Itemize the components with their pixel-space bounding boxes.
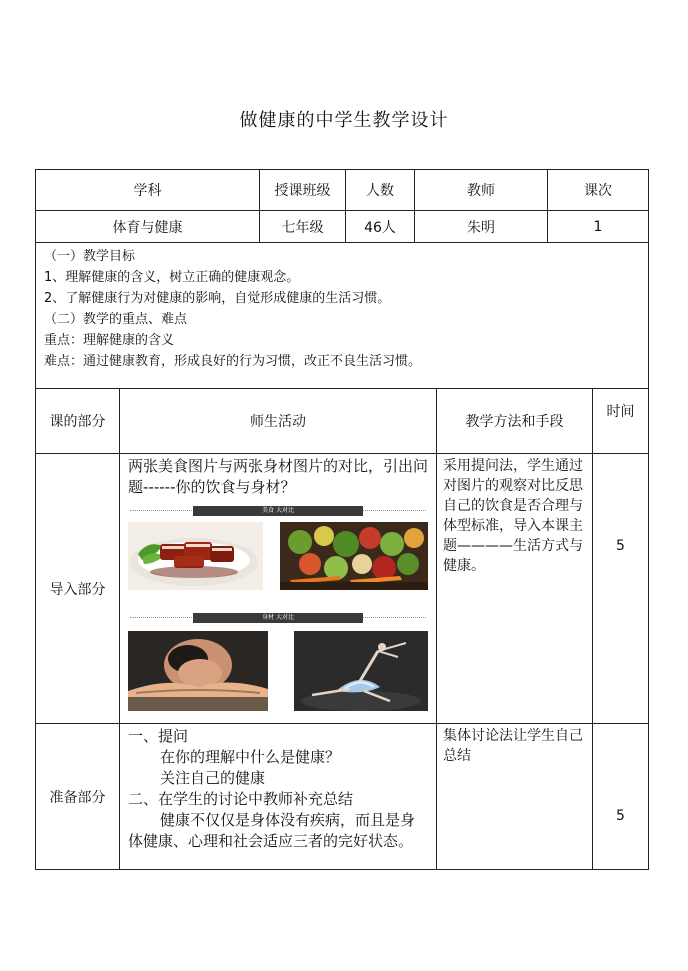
value-teacher: 朱明 bbox=[415, 211, 548, 243]
header-subject: 学科 bbox=[36, 170, 260, 211]
food-banner: 美食 大对比 bbox=[193, 506, 363, 516]
header-part: 课的部分 bbox=[36, 389, 120, 454]
prep-activity bbox=[120, 724, 437, 870]
intro-activity-text: 两张美食图片与两张身材图片的对比，引出问题------你的饮食与身材？ bbox=[128, 457, 429, 496]
prep-line: 在你的理解中什么是健康？ bbox=[160, 748, 341, 766]
goals-heading: （一）教学目标 bbox=[44, 249, 136, 264]
key-points-heading: （二）教学的重点、难点 bbox=[44, 312, 188, 327]
value-count: 46人 bbox=[346, 211, 415, 243]
header-activity: 师生活动 bbox=[120, 389, 437, 454]
info-table bbox=[35, 169, 649, 389]
page-title: 做健康的中学生教学设计 bbox=[239, 110, 449, 131]
intro-method: 采用提问法，学生通过对图片的观察对比反思自己的饮食是否合理与体型标准，导入本课主题————生活方式与健康。 bbox=[437, 454, 593, 724]
body-banner: 身材 大对比 bbox=[193, 613, 363, 623]
goal-item: 2、了解健康行为对健康的影响，自觉形成健康的生活习惯。 bbox=[44, 291, 391, 306]
prep-time: 5 bbox=[593, 724, 649, 870]
sleeping-man-image bbox=[128, 631, 268, 711]
teaching-goals bbox=[36, 243, 649, 389]
lesson-plan-table bbox=[35, 388, 649, 870]
intro-activity bbox=[120, 454, 437, 724]
prep-line: 一、提问 bbox=[128, 727, 189, 745]
value-class: 七年级 bbox=[260, 211, 346, 243]
braised-pork-image bbox=[128, 522, 263, 590]
intro-time: 5 bbox=[593, 454, 649, 724]
value-session: 1 bbox=[548, 211, 649, 243]
part-intro: 导入部分 bbox=[36, 454, 120, 724]
key-point: 重点：理解健康的含义 bbox=[44, 333, 175, 348]
header-class: 授课班级 bbox=[260, 170, 346, 211]
part-prep: 准备部分 bbox=[36, 724, 120, 870]
value-subject: 体育与健康 bbox=[36, 211, 260, 243]
header-count: 人数 bbox=[346, 170, 415, 211]
header-time: 时间 bbox=[593, 389, 649, 454]
ballerina-image bbox=[294, 631, 428, 711]
header-session: 课次 bbox=[548, 170, 649, 211]
prep-line: 二、在学生的讨论中教师补充总结 bbox=[128, 790, 354, 808]
header-teacher: 教师 bbox=[415, 170, 548, 211]
header-method: 教学方法和手段 bbox=[437, 389, 593, 454]
prep-method: 集体讨论法让学生自己总结 bbox=[437, 724, 593, 870]
prep-line: 健康不仅仅是身体没有疾病，而且是身体健康、心理和社会适应三者的完好状态。 bbox=[128, 811, 416, 850]
difficult-point: 难点：通过健康教育，形成良好的行为习惯，改正不良生活习惯。 bbox=[44, 354, 422, 369]
prep-line: 关注自己的健康 bbox=[160, 769, 266, 787]
goal-item: 1、理解健康的含义，树立正确的健康观念。 bbox=[44, 270, 300, 285]
vegetables-image bbox=[280, 522, 428, 590]
